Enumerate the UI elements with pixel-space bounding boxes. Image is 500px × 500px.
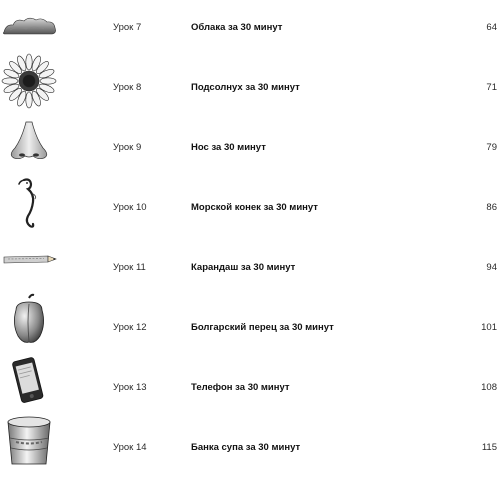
lesson-title: Телефон за 30 минут [191, 382, 290, 393]
page-number: 64 [486, 22, 497, 33]
lesson-number: Урок 10 [113, 202, 147, 213]
seahorse-icon [0, 168, 60, 230]
page-number: 101 [481, 322, 497, 333]
lesson-number: Урок 14 [113, 442, 147, 453]
soup-can-icon [0, 408, 60, 470]
lesson-title: Карандаш за 30 минут [191, 262, 296, 273]
page-number: 79 [486, 142, 497, 153]
page-number: 71 [486, 82, 497, 93]
lesson-title: Банка супа за 30 минут [191, 442, 301, 453]
lesson-number: Урок 11 [113, 262, 146, 273]
toc-entry[interactable] [0, 128, 500, 188]
toc-entry[interactable] [0, 68, 500, 128]
lesson-number: Урок 12 [113, 322, 147, 333]
toc-entry[interactable] [0, 308, 500, 368]
page-number: 86 [486, 202, 497, 213]
page-number: 94 [486, 262, 497, 273]
lesson-number: Урок 9 [113, 142, 142, 153]
toc-entry[interactable] [0, 428, 500, 488]
sunflower-icon [0, 48, 60, 110]
bell-pepper-icon [0, 288, 60, 350]
page-number: 115 [481, 442, 497, 453]
lesson-number: Урок 7 [113, 22, 142, 33]
lesson-title: Облака за 30 минут [191, 22, 283, 33]
lesson-title: Морской конек за 30 минут [191, 202, 318, 213]
lesson-number: Урок 13 [113, 382, 147, 393]
lesson-title: Подсолнух за 30 минут [191, 82, 300, 93]
toc-entry[interactable] [0, 368, 500, 428]
lesson-title: Болгарский перец за 30 минут [191, 322, 334, 333]
phone-icon [0, 348, 60, 410]
toc-entry[interactable] [0, 188, 500, 248]
lesson-number: Урок 8 [113, 82, 142, 93]
page-number: 108 [481, 382, 497, 393]
clouds-icon [0, 0, 60, 50]
lesson-title: Нос за 30 минут [191, 142, 266, 153]
toc-entry[interactable] [0, 248, 500, 308]
nose-icon [0, 108, 60, 170]
pencil-icon [0, 228, 60, 290]
toc-entry[interactable] [0, 8, 500, 68]
